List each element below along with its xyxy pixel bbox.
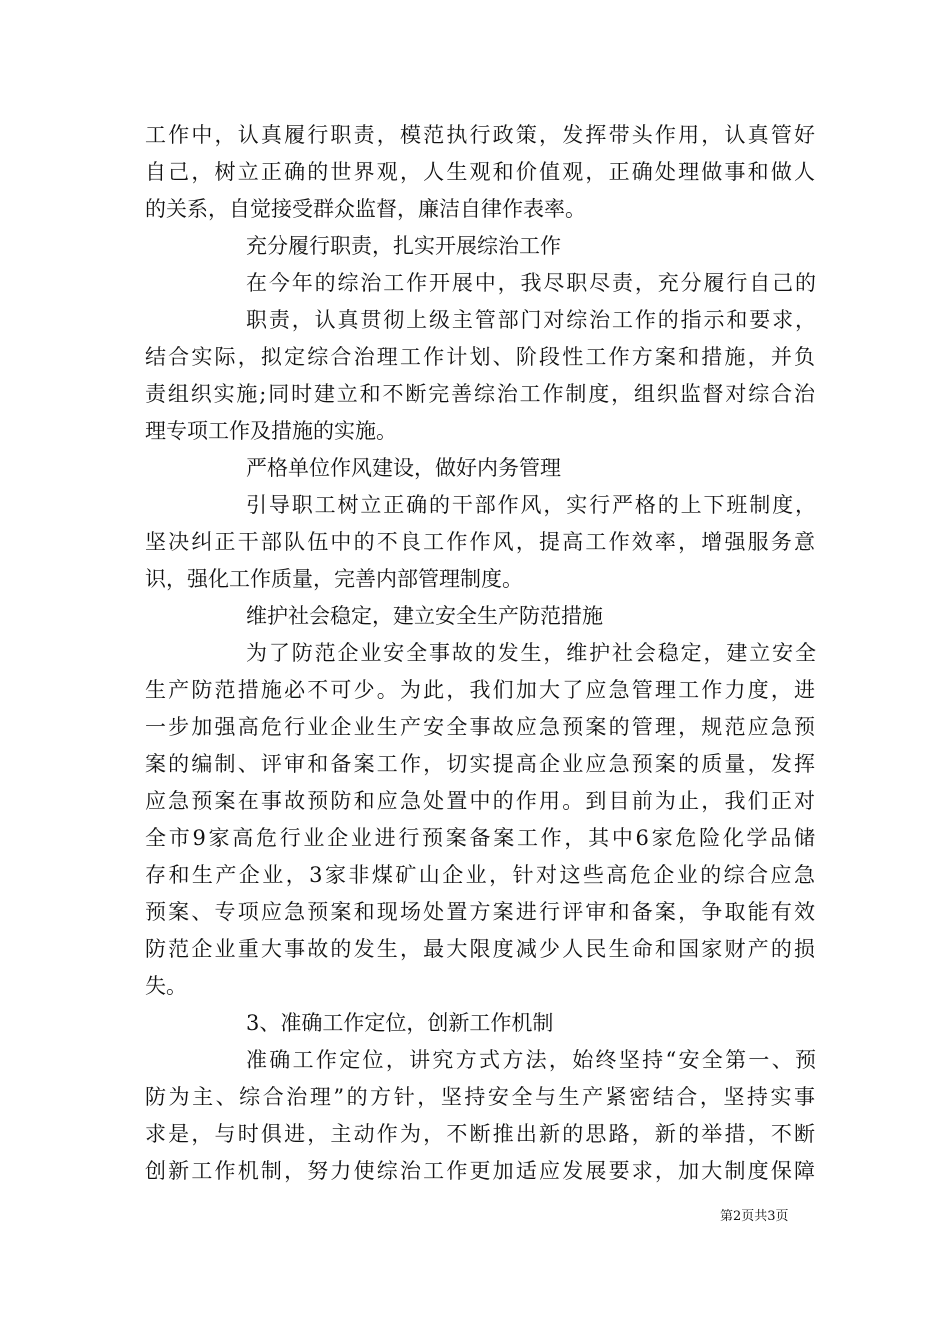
- body-line: 应急预案在事故预防和应急处置中的作用。到目前为止，我们正对: [145, 789, 815, 813]
- body-line: 存和生产企业，3家非煤矿山企业，针对这些高危企业的综合应急: [145, 863, 815, 887]
- body-line: 防范企业重大事故的发生，最大限度减少人民生命和国家财产的损: [145, 937, 815, 961]
- body-line: 在今年的综治工作开展中，我尽职尽责，充分履行自己的: [246, 271, 816, 295]
- section-heading: 3、准确工作定位，创新工作机制: [246, 1011, 554, 1035]
- body-line: 准确工作定位，讲究方式方法，始终坚持“安全第一、预: [246, 1048, 816, 1072]
- page-number-footer: 第2页共3页: [720, 1209, 789, 1224]
- body-line: 引导职工树立正确的干部作风，实行严格的上下班制度，: [246, 493, 816, 517]
- body-line: 识，强化工作质量，完善内部管理制度。: [145, 567, 523, 591]
- body-line: 为了防范企业安全事故的发生，维护社会稳定，建立安全: [246, 641, 816, 665]
- body-line: 责组织实施;同时建立和不断完善综治工作制度，组织监督对综合治: [145, 382, 815, 406]
- section-heading: 严格单位作风建设，做好内务管理: [246, 456, 561, 480]
- body-line: 求是，与时俱进，主动作为，不断推出新的思路，新的举措，不断: [145, 1122, 815, 1146]
- body-line: 案的编制、评审和备案工作，切实提高企业应急预案的质量，发挥: [145, 752, 815, 776]
- body-line: 生产防范措施必不可少。为此，我们加大了应急管理工作力度，进: [145, 678, 815, 702]
- body-line: 失。: [145, 974, 187, 998]
- section-heading: 维护社会稳定，建立安全生产防范措施: [246, 604, 603, 628]
- body-line: 一步加强高危行业企业生产安全事故应急预案的管理，规范应急预: [145, 715, 815, 739]
- body-line: 职责，认真贯彻上级主管部门对综治工作的指示和要求，: [246, 308, 816, 332]
- body-line: 的关系，自觉接受群众监督，廉洁自律作表率。: [145, 197, 586, 221]
- body-line: 自己，树立正确的世界观，人生观和价值观，正确处理做事和做人: [145, 160, 815, 184]
- body-line: 理专项工作及措施的实施。: [145, 419, 397, 443]
- body-line: 结合实际，拟定综合治理工作计划、阶段性工作方案和措施，并负: [145, 345, 815, 369]
- body-line: 工作中，认真履行职责，模范执行政策，发挥带头作用，认真管好: [145, 123, 815, 147]
- body-line: 创新工作机制，努力使综治工作更加适应发展要求，加大制度保障: [145, 1159, 815, 1183]
- body-line: 坚决纠正干部队伍中的不良工作作风，提高工作效率，增强服务意: [145, 530, 815, 554]
- body-line: 预案、专项应急预案和现场处置方案进行评审和备案，争取能有效: [145, 900, 815, 924]
- body-line: 全市9家高危行业企业进行预案备案工作，其中6家危险化学品储: [145, 826, 815, 850]
- body-line: 防为主、综合治理”的方针，坚持安全与生产紧密结合，坚持实事: [145, 1085, 815, 1109]
- section-heading: 充分履行职责，扎实开展综治工作: [246, 234, 561, 258]
